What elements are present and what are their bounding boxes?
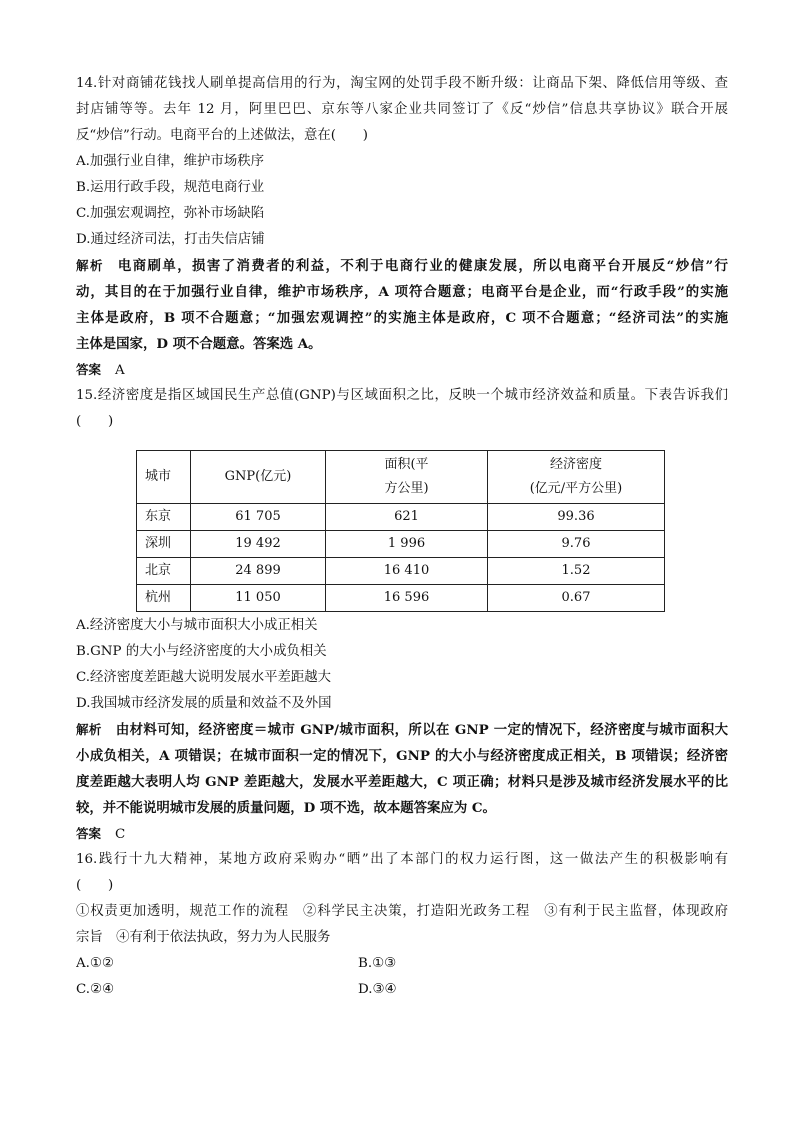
question-15-option-b: B.GNP 的大小与经济密度的大小成负相关 [76, 644, 327, 659]
answer-value: C [115, 827, 126, 842]
question-15-answer [76, 822, 728, 848]
question-14-stem-line-3: 反“炒信”行动。电商平台的上述做法，意在( ) [76, 128, 368, 143]
table-cell-area: 16 410 [326, 558, 488, 585]
question-16-stem-line-1: 16.践行十九大精神，某地方政府采购办“晒”出了本部门的权力运行图，这一做法产生的积极影响有 [76, 852, 728, 867]
question-15-option-d: D.我国城市经济发展的质量和效益不及外国 [76, 696, 332, 711]
table-header-gnp: GNP(亿元) [191, 451, 326, 504]
answer-label: 答案 [76, 362, 102, 377]
question-15-analysis-line-4: 较，并不能说明城市发展的质量问题，D 项不选，故本题答案应为 C。 [76, 800, 496, 816]
question-15-analysis-line-3: 度差距越大表明人均 GNP 差距越大，发展水平差距越大，C 项正确；材料只是涉及城市经济发展水平的比 [76, 774, 728, 790]
table-cell-gnp: 24 899 [191, 558, 326, 585]
table-header-row [137, 451, 665, 504]
question-15-option-a: A.经济密度大小与城市面积大小成正相关 [76, 618, 318, 633]
table-header-area [326, 451, 488, 504]
table-header-area-line-2: 方公里) [384, 481, 429, 496]
question-14-stem-line-1: 14.针对商铺花钱找人刷单提高信用的行为，淘宝网的处罚手段不断升级：让商品下架、降低信用等级、查 [76, 76, 728, 91]
question-14-analysis-line-2: 动，其目的在于加强行业自律，维护市场秩序，A 项符合题意；电商平台是企业，而“行政手段”的实施 [76, 284, 728, 300]
table-row [137, 585, 665, 612]
table-cell-city: 北京 [137, 558, 191, 585]
question-16-option-a: A.①② [76, 956, 114, 971]
table-cell-density: 0.67 [488, 585, 665, 612]
table-header-density-line-1: 经济密度 [549, 457, 602, 472]
question-14-analysis-line-4: 主体是国家，D 项不合题意。答案选 A。 [76, 336, 322, 352]
question-14-option-a: A.加强行业自律，维护市场秩序 [76, 154, 265, 169]
table-cell-density: 99.36 [488, 504, 665, 531]
question-16-stem-line-2: ( ) [76, 878, 114, 893]
table-header-area-line-1: 面积(平 [384, 457, 429, 472]
question-16-options-row-1 [76, 952, 728, 978]
table-cell-density: 1.52 [488, 558, 665, 585]
question-15-option-c: C.经济密度差距越大说明发展水平差距越大 [76, 670, 332, 685]
table-cell-city: 深圳 [137, 531, 191, 558]
question-14-option-d: D.通过经济司法，打击失信店铺 [76, 232, 265, 247]
table-cell-gnp: 19 492 [191, 531, 326, 558]
question-16-stem-line-3: ①权责更加透明，规范工作的流程 ②科学民主决策，打造阳光政务工程 ③有利于民主监督，体现政府 [76, 904, 728, 919]
question-16-stem-line-4: 宗旨 ④有利于依法执政，努力为人民服务 [76, 930, 331, 945]
question-16 [76, 848, 728, 1004]
question-15-stem-line-2: ( ) [76, 414, 114, 429]
table-cell-density: 9.76 [488, 531, 665, 558]
table-header-density [488, 451, 665, 504]
table-row [137, 504, 665, 531]
analysis-label: 解析 [76, 258, 104, 273]
question-16-options-row-2 [76, 978, 728, 1004]
analysis-text: 电商刷单，损害了消费者的利益，不利于电商行业的健康发展，所以电商平台开展反“炒信”行 [117, 258, 728, 274]
question-14-stem-line-2: 封店铺等等。去年 12 月，阿里巴巴、京东等八家企业共同签订了《反“炒信”信息共享协议》联合开展 [76, 102, 728, 117]
question-14-analysis-line-1 [76, 254, 728, 280]
question-16-option-b: B.①③ [358, 956, 397, 971]
table-cell-city: 东京 [137, 504, 191, 531]
question-16-option-d: D.③④ [358, 982, 397, 997]
table-cell-gnp: 61 705 [191, 504, 326, 531]
question-15-analysis-line-2: 小成负相关，A 项错误；在城市面积一定的情况下，GNP 的大小与经济密度成正相关，B 项错误；经济密 [76, 748, 728, 764]
economic-density-table [136, 450, 665, 612]
question-15 [76, 384, 728, 848]
table-cell-gnp: 11 050 [191, 585, 326, 612]
table-cell-area: 621 [326, 504, 488, 531]
answer-value: A [115, 363, 125, 378]
table-header-density-line-2: (亿元/平方公里) [529, 481, 623, 496]
question-14-analysis-line-3: 主体是政府，B 项不合题意；“加强宏观调控”的实施主体是政府，C 项不合题意；“经济司法”的实施 [76, 310, 728, 326]
table-cell-area: 1 996 [326, 531, 488, 558]
question-14-option-c: C.加强宏观调控，弥补市场缺陷 [76, 206, 265, 221]
question-15-stem-line-1: 15.经济密度是指区域国民生产总值(GNP)与区域面积之比，反映一个城市经济效益和质量。下表告诉我们 [76, 388, 728, 403]
document-page [76, 72, 728, 1004]
question-14 [76, 72, 728, 384]
table-cell-area: 16 596 [326, 585, 488, 612]
table-row [137, 531, 665, 558]
question-15-analysis-line-1 [76, 718, 728, 744]
table-cell-city: 杭州 [137, 585, 191, 612]
analysis-text: 由材料可知，经济密度＝城市 GNP/城市面积，所以在 GNP 一定的情况下，经济密度与城市面积大 [115, 722, 728, 738]
question-14-answer [76, 358, 728, 384]
answer-label: 答案 [76, 826, 102, 841]
question-14-option-b: B.运用行政手段，规范电商行业 [76, 180, 265, 195]
analysis-label: 解析 [76, 722, 102, 737]
table-header-city: 城市 [137, 451, 191, 504]
table-row [137, 558, 665, 585]
question-16-option-c: C.②④ [76, 982, 115, 997]
